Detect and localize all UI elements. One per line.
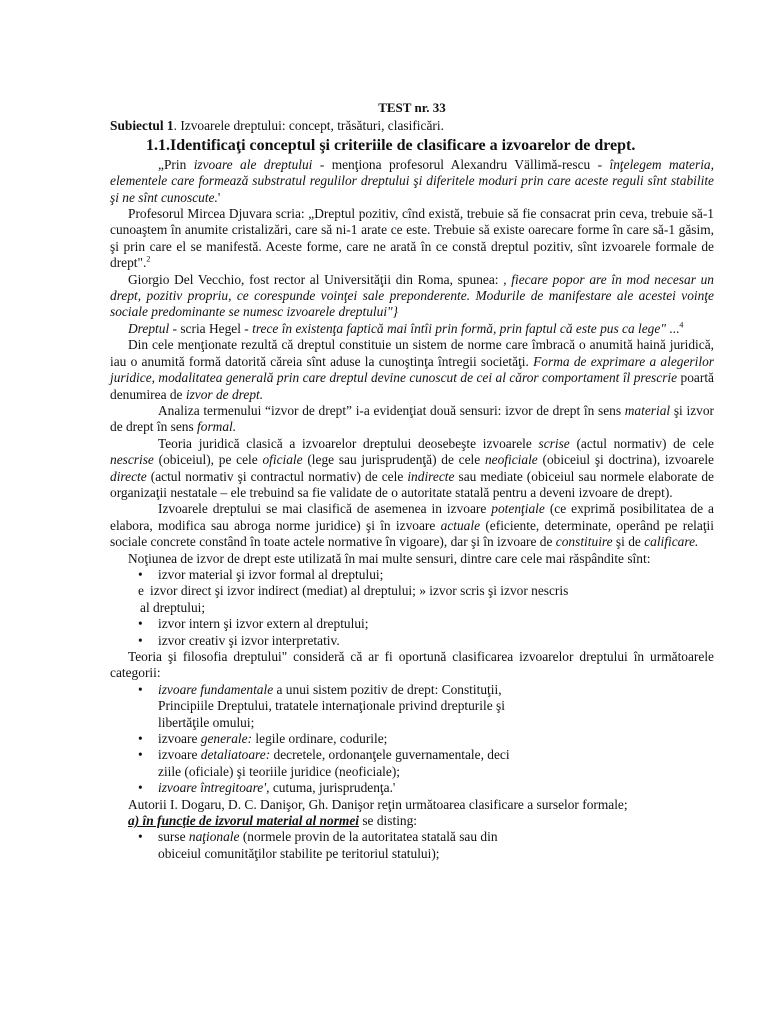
text-span: ... bbox=[665, 320, 680, 336]
text-span: (actul normativ) de cele bbox=[569, 435, 714, 451]
text-span: constituire bbox=[555, 534, 613, 550]
paragraph-autorii: Autorii I. Dogaru, D. C. Danişor, Gh. Danişor reţin următoarea clasificare a surselor formale; bbox=[128, 796, 628, 812]
text-span: Teoria juridică clasică a izvoarelor dreptului deosebeşte izvoarele bbox=[158, 435, 539, 451]
list-item-term: naţionale bbox=[188, 829, 240, 845]
list-item-text: izvor direct şi izvor indirect (mediat) al dreptului; » izvor scris şi izvor nescris bbox=[150, 583, 569, 599]
list-item-text: izvor material şi izvor formal al dreptului; bbox=[158, 566, 384, 582]
list-item-term: generale: bbox=[200, 731, 253, 747]
text-span: (obiceiul şi doctrina), izvoarele bbox=[537, 452, 714, 468]
text-span: actuale bbox=[440, 517, 481, 533]
text-span: potenţiale bbox=[491, 501, 545, 517]
text-span: - scria Hegel - bbox=[169, 320, 253, 336]
text-span: calificare. bbox=[644, 534, 699, 550]
bullet-icon: • bbox=[138, 632, 143, 648]
paragraph-hegel bbox=[110, 321, 714, 337]
bullet-icon: e bbox=[138, 583, 144, 599]
paragraph-norme bbox=[110, 337, 714, 403]
text-span: Izvoarele dreptului se mai clasifică de asemenea in izvoare bbox=[158, 501, 492, 517]
text-span: Dreptul bbox=[128, 320, 170, 336]
text-span: poartă denumirea de bbox=[110, 370, 714, 402]
text-span: (ce exprimă posibilitatea de a elabora, modifica sau abroga norme juridice) şi în izvoare bbox=[110, 501, 714, 533]
bullet-icon: • bbox=[138, 829, 143, 845]
list-item-text: (normele provin de la autoritatea statală sau din bbox=[239, 829, 498, 845]
list-item bbox=[110, 682, 714, 698]
list-item-term: detaliatoare: bbox=[200, 747, 271, 763]
bullet-icon: • bbox=[138, 747, 143, 763]
text-span: neoficiale bbox=[484, 452, 538, 468]
text-span: - menţiona profesorul Alexandru Vällimă-rescu - bbox=[312, 156, 610, 172]
bullet-icon: • bbox=[138, 566, 143, 582]
bullet-icon: • bbox=[138, 780, 143, 796]
sources-list bbox=[110, 829, 714, 845]
list-item-text: izvor creativ şi izvor interpretativ. bbox=[158, 632, 340, 648]
list-item-text: legile ordinare, codurile; bbox=[252, 731, 388, 747]
list-item-text: a unui sistem pozitiv de drept: Constituţii, bbox=[273, 681, 502, 697]
list-item bbox=[110, 616, 714, 632]
list-continuation: libertăţile omului; bbox=[158, 714, 255, 730]
footnote-ref: 4 bbox=[679, 320, 684, 330]
list-item-term: izvoare fundamentale bbox=[158, 681, 274, 697]
text-span: nescrise bbox=[110, 452, 154, 468]
text-span: „Prin bbox=[158, 156, 194, 172]
paragraph-teoria-filosofia: Teoria şi filosofia dreptului" consideră că ar fi oportună clasificarea izvoarelor dreptului în următoarele categorii: bbox=[110, 649, 714, 681]
text-span: se disting: bbox=[359, 813, 418, 829]
list-item bbox=[110, 567, 714, 583]
list-continuation: Principiile Dreptului, tratatele internaţionale privind drepturile şi bbox=[158, 698, 505, 714]
paragraph-analiza bbox=[110, 403, 714, 436]
subject-label: Subiectul 1 bbox=[110, 118, 174, 134]
paragraph-clasificare bbox=[110, 501, 714, 550]
text-span: oficiale bbox=[262, 452, 303, 468]
text-span: (obiceiul), pe cele bbox=[153, 452, 263, 468]
list-item bbox=[110, 829, 714, 845]
section-heading: 1.1.Identificaţi conceptul şi criteriile de clasificare a izvoarelor de drept. bbox=[146, 136, 636, 154]
paragraph-notiunea: Noţiunea de izvor de drept este utilizată în mai multe sensuri, dintre care cele mai răspândite sînt: bbox=[128, 550, 651, 566]
document-page bbox=[110, 100, 714, 862]
list-continuation: obiceiul comunităţilor stabilite pe teritoriul statului); bbox=[158, 845, 440, 861]
list-item-text: decretele, ordonanţele guvernamentale, deci bbox=[270, 747, 510, 763]
text-span: Din cele menţionate rezultă că dreptul constituie un sistem de norme care îmbracă o anumită haină juridică, iau o anumită formă datorită căreia sînt aduse la cunoştinţa întregii societăţi. bbox=[110, 337, 714, 369]
list-item-text: surse bbox=[158, 829, 189, 845]
text-span: fiecare popor are în mod necesar un drept, pozitiv propriu, ce corespunde voinţei sale preponderente. Modurile de manifestare ale acestei voinţe sociale predominante se numesc izvoarele dreptului"} bbox=[110, 271, 714, 320]
list-item-term: izvoare întregitoare', bbox=[158, 780, 270, 796]
list-item-text: izvor intern şi izvor extern al dreptului; bbox=[158, 616, 369, 632]
text-span: izvoare ale dreptului bbox=[193, 156, 313, 172]
list-continuation: al dreptului; bbox=[140, 599, 206, 615]
text-span: şi izvor de drept în sens bbox=[110, 402, 714, 435]
text-span: formal. bbox=[197, 419, 237, 435]
category-list-continued bbox=[110, 731, 714, 764]
category-list-end bbox=[110, 780, 714, 796]
text-span: Analiza termenului “izvor de drept” i-a evidenţiat două sensuri: izvor de drept în sens bbox=[158, 402, 625, 418]
list-continuation: ziile (oficiale) şi teoriile juridice (neoficiale); bbox=[158, 763, 401, 779]
text-span: indirecte bbox=[407, 468, 455, 484]
text-span: înţelegem materia, elementele care formează substratul regulilor dreptului şi diferitele moduri prin care aceste reguli sînt stabilite şi ne sînt cunoscute. bbox=[110, 156, 714, 205]
text-span: izvor de drept. bbox=[185, 386, 264, 402]
category-list bbox=[110, 682, 714, 698]
text-span: (lege sau jurisprudenţă) de cele bbox=[302, 452, 485, 468]
subject-line bbox=[110, 118, 714, 134]
paragraph-teoria-clasica bbox=[110, 436, 714, 502]
paragraph-vallimarescu bbox=[110, 157, 714, 206]
sense-list bbox=[110, 567, 714, 600]
paragraph-djuvara bbox=[110, 206, 714, 272]
text-span: Profesorul Mircea Djuvara scria: „Dreptul pozitiv, cînd există, trebuie să fie consacrat prin ceva, trebuie să-1 cunoaştem în anumite cristalizări, care să ni-1 arate ce este. Trebuie să existe oarecare forme în care să-1 găsim, şi prin care el se manifestă. Aceste forme, care ne arată în ce constă dreptul pozitiv, sînt izvoarele formale de drept". bbox=[110, 206, 714, 271]
paragraph-del-vecchio bbox=[110, 272, 714, 321]
bullet-icon: • bbox=[138, 681, 143, 697]
list-item bbox=[110, 747, 714, 763]
text-span: Forma de exprimare a alegerilor juridice, modalitatea generală prin care dreptul devine cunoscut de cei al căror comportament îl prescrie bbox=[110, 353, 714, 386]
list-item bbox=[110, 583, 714, 599]
text-span: (actul normativ şi contractul normativ) de cele bbox=[146, 468, 408, 484]
criterion-label: a) în funcţie de izvorul material al normei bbox=[128, 813, 359, 829]
text-span: sau mediate (obiceiul sau normele elaborate de organizaţii nestatale – ele trebuind sa fie validate de o autoritate statală pentru a deveni izvoare de drept). bbox=[110, 468, 714, 500]
text-span: material bbox=[624, 402, 671, 418]
text-span: (eficiente, determinate, operând pe relaţii sociale concrete constând în toate actele normative în vigoare), dar şi în izvoare de bbox=[110, 517, 714, 550]
text-span: directe bbox=[110, 468, 147, 484]
text-span: şi de bbox=[612, 534, 645, 550]
list-item-text: izvoare bbox=[158, 747, 201, 763]
list-item bbox=[110, 633, 714, 649]
bullet-icon: • bbox=[138, 731, 143, 747]
text-span: Giorgio Del Vecchio, fost rector al Universităţii din Roma, spunea: , bbox=[128, 271, 512, 287]
list-item-text: cutuma, jurisprudenţa.' bbox=[269, 780, 396, 796]
list-item bbox=[110, 780, 714, 796]
text-span: ' bbox=[217, 189, 221, 205]
bullet-icon: • bbox=[138, 616, 143, 632]
sense-list-continued bbox=[110, 616, 714, 649]
list-item bbox=[110, 731, 714, 747]
list-item-text: izvoare bbox=[158, 731, 201, 747]
text-span: trece în existenţa faptică mai întîi prin formă, prin faptul că este pus ca lege" bbox=[252, 320, 666, 336]
footnote-ref: 2 bbox=[146, 254, 151, 264]
test-title: TEST nr. 33 bbox=[378, 100, 446, 115]
paragraph-criteriu-a bbox=[110, 813, 714, 829]
subject-text: . Izvoarele dreptului: concept, trăsături, clasificări. bbox=[173, 118, 444, 134]
text-span: scrise bbox=[538, 435, 570, 451]
